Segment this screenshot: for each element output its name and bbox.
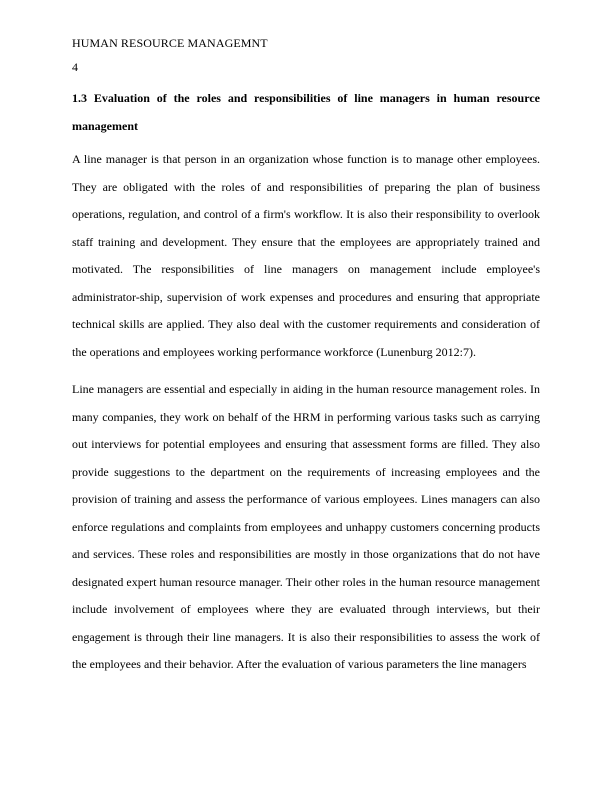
section-heading: 1.3 Evaluation of the roles and responsibilities of line managers in human resource management bbox=[72, 91, 540, 133]
body-paragraph: A line manager is that person in an organization whose function is to manage other employees. They are obligated with the roles of and responsibilities of preparing the plan of business operations, regulation, and control of a firm's workflow. It is also their responsibility to overlook staff training and development. They ensure that the employees are appropriately trained and motivated. The responsibilities of line managers on management include employee's administrator-ship, supervision of work expenses and procedures and ensuring that appropriate technical skills are applied. They also deal with the customer requirements and consideration of the operations and employees working performance workforce (Lunenburg 2012:7). bbox=[72, 152, 540, 359]
running-head: HUMAN RESOURCE MANAGEMNT bbox=[72, 36, 268, 50]
body-paragraph: Line managers are essential and especially in aiding in the human resource management roles. In many companies, they work on behalf of the HRM in performing various tasks such as carrying out interviews for potential employees and ensuring that assessment forms are filled. They also provide suggestions to the department on the requirements of increasing employees and the provision of training and assess the performance of various employees. Lines managers can also enforce regulations and complaints from employees and unhappy customers concerning products and services. These roles and responsibilities are mostly in those organizations that do not have designated expert human resource manager. Their other roles in the human resource management include involvement of employees where they are evaluated through interviews, but their engagement is through their line managers. It is also their responsibilities to assess the work of the employees and their behavior. After the evaluation of various parameters the line managers bbox=[72, 382, 540, 671]
page-number: 4 bbox=[72, 60, 78, 74]
